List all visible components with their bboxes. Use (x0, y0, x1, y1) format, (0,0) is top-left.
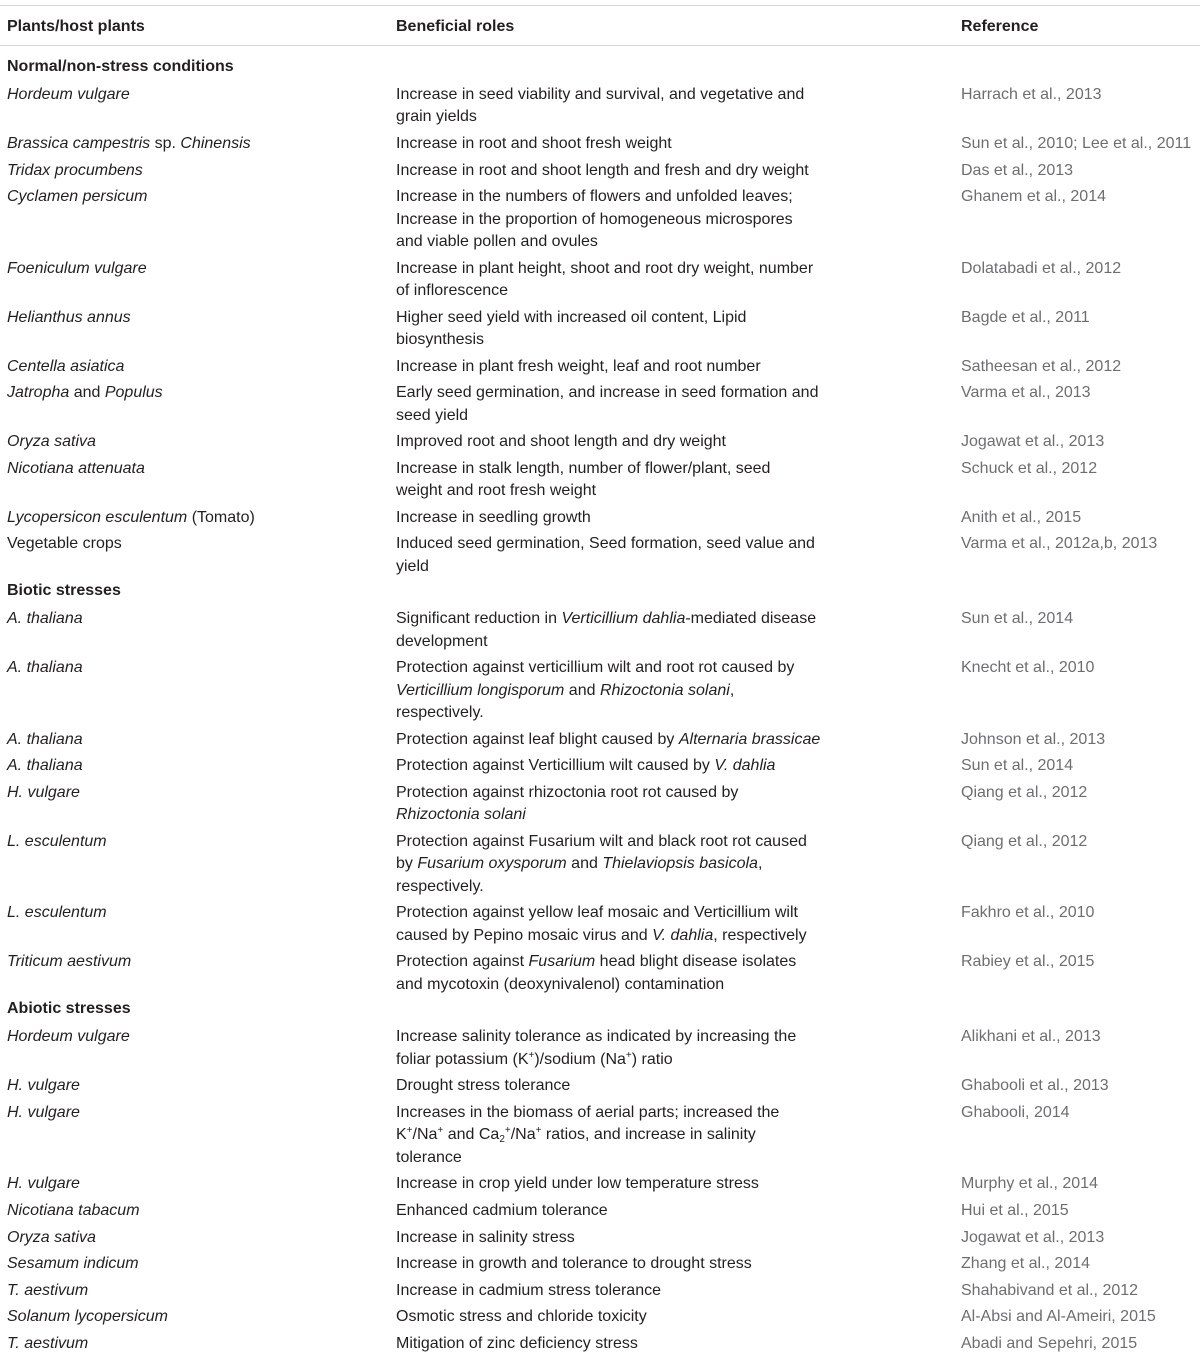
reference-cell: Schuck et al., 2012 (961, 459, 1098, 477)
role-cell: Increase in seed viability and survival, and vegetative and grain yields (396, 86, 805, 126)
reference-cell: Rabiey et al., 2015 (961, 953, 1095, 971)
column-header-reference: Reference (961, 18, 1039, 35)
role-cell: Enhanced cadmium tolerance (396, 1202, 608, 1219)
table-top-rule (0, 5, 1200, 6)
role-cell: Increase in crop yield under low temperature stress (396, 1175, 759, 1193)
reference-cell: Harrach et al., 2013 (961, 86, 1102, 103)
reference-cell: Murphy et al., 2014 (961, 1175, 1098, 1193)
reference-cell: Abadi and Sepehri, 2015 (961, 1335, 1138, 1352)
reference-cell: Qiang et al., 2012 (961, 833, 1088, 850)
plant-cell: H. vulgare (7, 784, 80, 801)
plant-cell: Sesamum indicum (7, 1255, 139, 1273)
reference-cell: Zhang et al., 2014 (961, 1255, 1090, 1273)
section-title: Biotic stresses (7, 582, 121, 600)
role-cell: Increase in plant height, shoot and root dry weight, number of inflorescence (396, 259, 814, 299)
role-cell: Protection against Fusarium wilt and black root rot caused by Fusarium oxysporum and Thielaviopsis basicola, respectively. (396, 833, 807, 895)
reference-cell: Alikhani et al., 2013 (961, 1028, 1101, 1046)
role-cell: Protection against leaf blight caused by Alternaria brassicae (396, 730, 821, 748)
column-header-beneficial-roles: Beneficial roles (396, 18, 515, 35)
role-cell: Protection against rhizoctonia root rot caused by Rhizoctonia solani (396, 784, 739, 824)
plant-cell: Cyclamen persicum (7, 188, 148, 206)
role-cell: Increase in stalk length, number of flower/plant, seed weight and root fresh weight (396, 459, 771, 500)
role-cell: Increases in the biomass of aerial parts; increased the K+/Na+ and $Ca_2^+/Na^+$ ratios, and increase in salinity tolerance (396, 1104, 780, 1166)
reference-cell: Hui et al., 2015 (961, 1202, 1069, 1219)
plant-cell: T. aestivum (7, 1335, 89, 1352)
plant-cell: L. esculentum (7, 904, 107, 922)
plant-cell: A. thaliana (7, 610, 83, 628)
role-cell: Improved root and shoot length and dry weight (396, 433, 726, 451)
plant-cell: A. thaliana (7, 730, 83, 748)
reference-cell: Varma et al., 2013 (961, 384, 1091, 402)
role-cell: Osmotic stress and chloride toxicity (396, 1308, 647, 1326)
reference-cell: Ghanem et al., 2014 (961, 188, 1106, 206)
reference-cell: Johnson et al., 2013 (961, 730, 1106, 748)
role-cell: Increase in the numbers of flowers and unfolded leaves; Increase in the proportion of homogeneous microspores and viable pollen and ovules (396, 188, 793, 250)
plant-cell: Vegetable crops (7, 535, 122, 553)
reference-cell: Anith et al., 2015 (961, 508, 1082, 526)
column-header-plants: Plants/host plants (7, 18, 145, 35)
plant-cell: Oryza sativa (7, 1228, 96, 1246)
role-cell: Induced seed germination, Seed formation, seed value and yield (396, 535, 815, 575)
plant-cell: A. thaliana (7, 757, 83, 775)
plant-cell: T. aestivum (7, 1281, 89, 1299)
role-cell: Protection against Fusarium head blight disease isolates and mycotoxin (deoxynivalenol) contamination (396, 953, 797, 993)
role-cell: Significant reduction in Verticillium dahlia-mediated disease development (396, 610, 817, 650)
role-cell: Increase salinity tolerance as indicated by increasing the foliar potassium (K+)/sodium (Na+) ratio (396, 1028, 797, 1068)
role-cell: Increase in root and shoot fresh weight (396, 135, 672, 152)
plant-cell: Nicotiana tabacum (7, 1202, 140, 1219)
reference-cell: Sun et al., 2010; Lee et al., 2011 (961, 135, 1192, 152)
plant-cell: A. thaliana (7, 659, 83, 677)
role-cell: Protection against Verticillium wilt caused by V. dahlia (396, 757, 776, 775)
plant-cell: Brassica campestris sp. Chinensis (7, 135, 251, 152)
role-cell: Mitigation of zinc deficiency stress (396, 1335, 638, 1352)
plant-cell: L. esculentum (7, 833, 107, 850)
reference-cell: Ghabooli, 2014 (961, 1104, 1070, 1121)
reference-cell: Fakhro et al., 2010 (961, 904, 1095, 922)
reference-cell: Al-Absi and Al-Ameiri, 2015 (961, 1308, 1156, 1326)
plant-cell: Lycopersicon esculentum (Tomato) (7, 508, 255, 526)
plant-cell: Centella asiatica (7, 357, 125, 375)
reference-cell: Bagde et al., 2011 (961, 308, 1090, 326)
role-cell: Drought stress tolerance (396, 1077, 571, 1095)
role-cell: Protection against verticillium wilt and root rot caused by Verticillium longisporum and Rhizoctonia solani, respectively. (396, 659, 795, 722)
role-cell: Increase in growth and tolerance to drought stress (396, 1255, 752, 1273)
reference-cell: Varma et al., 2012a,b, 2013 (961, 535, 1158, 553)
plant-cell: H. vulgare (7, 1175, 80, 1193)
reference-cell: Knecht et al., 2010 (961, 659, 1095, 677)
plant-cell: Jatropha and Populus (7, 384, 163, 402)
role-cell: Increase in salinity stress (396, 1228, 575, 1246)
reference-cell: Jogawat et al., 2013 (961, 1228, 1105, 1246)
reference-cell: Dolatabadi et al., 2012 (961, 259, 1122, 277)
section-title: Abiotic stresses (7, 1000, 131, 1018)
plant-cell: Foeniculum vulgare (7, 259, 147, 277)
plant-cell: Oryza sativa (7, 433, 96, 451)
plant-cell: Nicotiana attenuata (7, 459, 145, 477)
plant-cell: Triticum aestivum (7, 953, 132, 971)
header-rule (0, 45, 1200, 46)
reference-cell: Sun et al., 2014 (961, 757, 1074, 775)
plant-cell: H. vulgare (7, 1104, 80, 1121)
role-cell: Increase in seedling growth (396, 508, 591, 526)
role-cell: Protection against yellow leaf mosaic and Verticillium wilt caused by Pepino mosaic virus and V. dahlia, respectively (396, 904, 807, 944)
reference-cell: Satheesan et al., 2012 (961, 357, 1122, 375)
role-cell: Increase in root and shoot length and fresh and dry weight (396, 161, 809, 179)
reference-cell: Sun et al., 2014 (961, 610, 1074, 628)
section-title: Normal/non-stress conditions (7, 58, 234, 75)
plant-cell: H. vulgare (7, 1077, 80, 1095)
role-cell: Higher seed yield with increased oil content, Lipid biosynthesis (396, 308, 747, 348)
role-cell: Increase in plant fresh weight, leaf and root number (396, 357, 761, 375)
role-cell: Increase in cadmium stress tolerance (396, 1281, 661, 1299)
plant-cell: Hordeum vulgare (7, 86, 130, 103)
plant-cell: Solanum lycopersicum (7, 1308, 168, 1326)
plant-cell: Hordeum vulgare (7, 1028, 130, 1046)
reference-cell: Jogawat et al., 2013 (961, 433, 1105, 451)
plant-cell: Helianthus annus (7, 308, 131, 326)
plant-cell: Tridax procumbens (7, 161, 143, 179)
role-cell: Early seed germination, and increase in seed formation and seed yield (396, 384, 819, 424)
reference-cell: Das et al., 2013 (961, 161, 1074, 179)
reference-cell: Ghabooli et al., 2013 (961, 1077, 1109, 1095)
reference-cell: Qiang et al., 2012 (961, 784, 1088, 801)
reference-cell: Shahabivand et al., 2012 (961, 1281, 1139, 1299)
